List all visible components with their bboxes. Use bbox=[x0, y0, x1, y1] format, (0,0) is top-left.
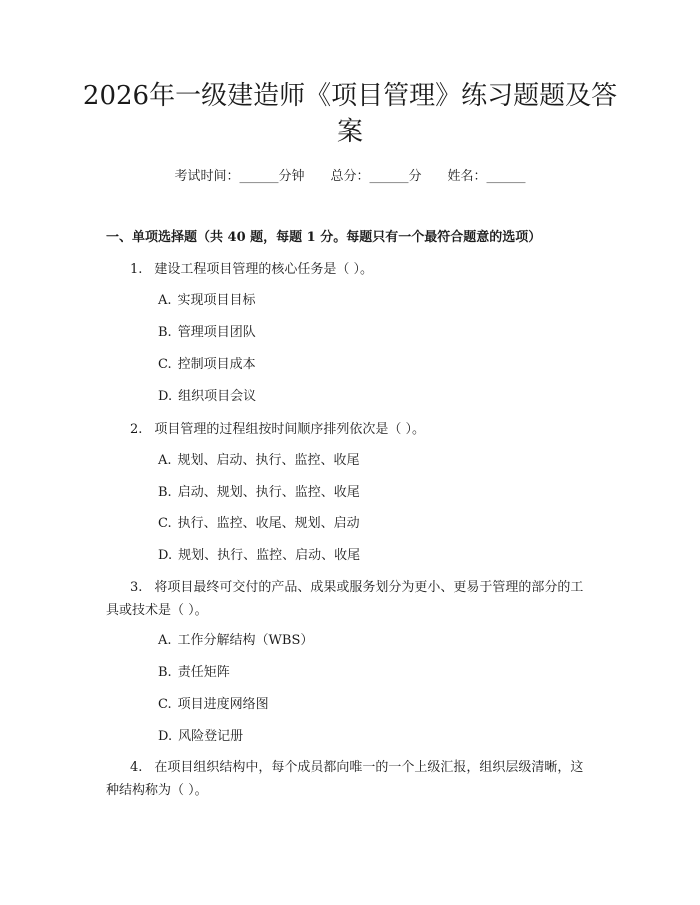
question-text: 建设工程项目管理的核心任务是（ ）。 bbox=[154, 262, 374, 277]
option-letter: D. bbox=[158, 548, 173, 563]
question-3-option-b bbox=[158, 664, 230, 682]
question-4 bbox=[106, 756, 590, 802]
question-number: 2. bbox=[130, 422, 143, 437]
option-letter: C. bbox=[158, 516, 172, 531]
option-letter: D. bbox=[158, 389, 173, 404]
question-3-option-d bbox=[158, 728, 243, 746]
option-letter: A. bbox=[158, 453, 172, 468]
question-number: 3. bbox=[130, 580, 143, 595]
option-letter: A. bbox=[158, 633, 172, 648]
question-text: 将项目最终可交付的产品、成果或服务划分为更小、更易于管理的部分的工具或技术是（ ）。 bbox=[106, 580, 584, 618]
question-number: 1. bbox=[130, 262, 143, 277]
document-title: 2026年一级建造师《项目管理》练习题题及答案 bbox=[82, 81, 618, 147]
question-3-option-a bbox=[158, 632, 313, 650]
question-3 bbox=[106, 576, 590, 622]
question-1-option-b bbox=[158, 324, 256, 342]
option-letter: C. bbox=[158, 357, 172, 372]
option-letter: D. bbox=[158, 729, 173, 744]
option-letter: B. bbox=[158, 325, 172, 340]
exam-info: 考试时间：______分钟 总分：______分 姓名：______ bbox=[174, 169, 526, 184]
question-1-option-d bbox=[158, 388, 256, 406]
question-1-option-c bbox=[158, 356, 256, 374]
option-text: 规划、启动、执行、监控、收尾 bbox=[177, 453, 360, 468]
option-text: 控制项目成本 bbox=[177, 357, 256, 372]
question-2 bbox=[106, 418, 590, 441]
question-2-option-c bbox=[158, 515, 360, 533]
question-2-option-a bbox=[158, 452, 360, 470]
question-1 bbox=[106, 258, 590, 281]
option-letter: C. bbox=[158, 697, 172, 712]
option-text: 规划、执行、监控、启动、收尾 bbox=[178, 548, 361, 563]
question-3-option-c bbox=[158, 696, 269, 714]
question-number: 4. bbox=[130, 760, 143, 775]
option-text: 管理项目团队 bbox=[177, 325, 256, 340]
option-text: 执行、监控、收尾、规划、启动 bbox=[177, 516, 360, 531]
option-text: 实现项目目标 bbox=[177, 293, 256, 308]
option-text: 责任矩阵 bbox=[177, 665, 230, 680]
question-2-option-b bbox=[158, 484, 360, 502]
option-letter: B. bbox=[158, 485, 172, 500]
question-2-option-d bbox=[158, 547, 360, 565]
option-text: 启动、规划、执行、监控、收尾 bbox=[177, 485, 360, 500]
question-1-option-a bbox=[158, 292, 256, 310]
option-text: 项目进度网络图 bbox=[177, 697, 269, 712]
question-text: 项目管理的过程组按时间顺序排列依次是（ ）。 bbox=[154, 422, 426, 437]
option-text: 组织项目会议 bbox=[178, 389, 257, 404]
question-text: 在项目组织结构中，每个成员都向唯一的一个上级汇报，组织层级清晰，这种结构称为（ ）。 bbox=[106, 760, 584, 798]
option-letter: A. bbox=[158, 293, 172, 308]
option-letter: B. bbox=[158, 665, 172, 680]
section-title: 一、单项选择题（共 40 题，每题 1 分。每题只有一个最符合题意的选项） bbox=[106, 230, 542, 245]
option-text: 风险登记册 bbox=[178, 729, 244, 744]
option-text: 工作分解结构（WBS） bbox=[177, 633, 314, 648]
